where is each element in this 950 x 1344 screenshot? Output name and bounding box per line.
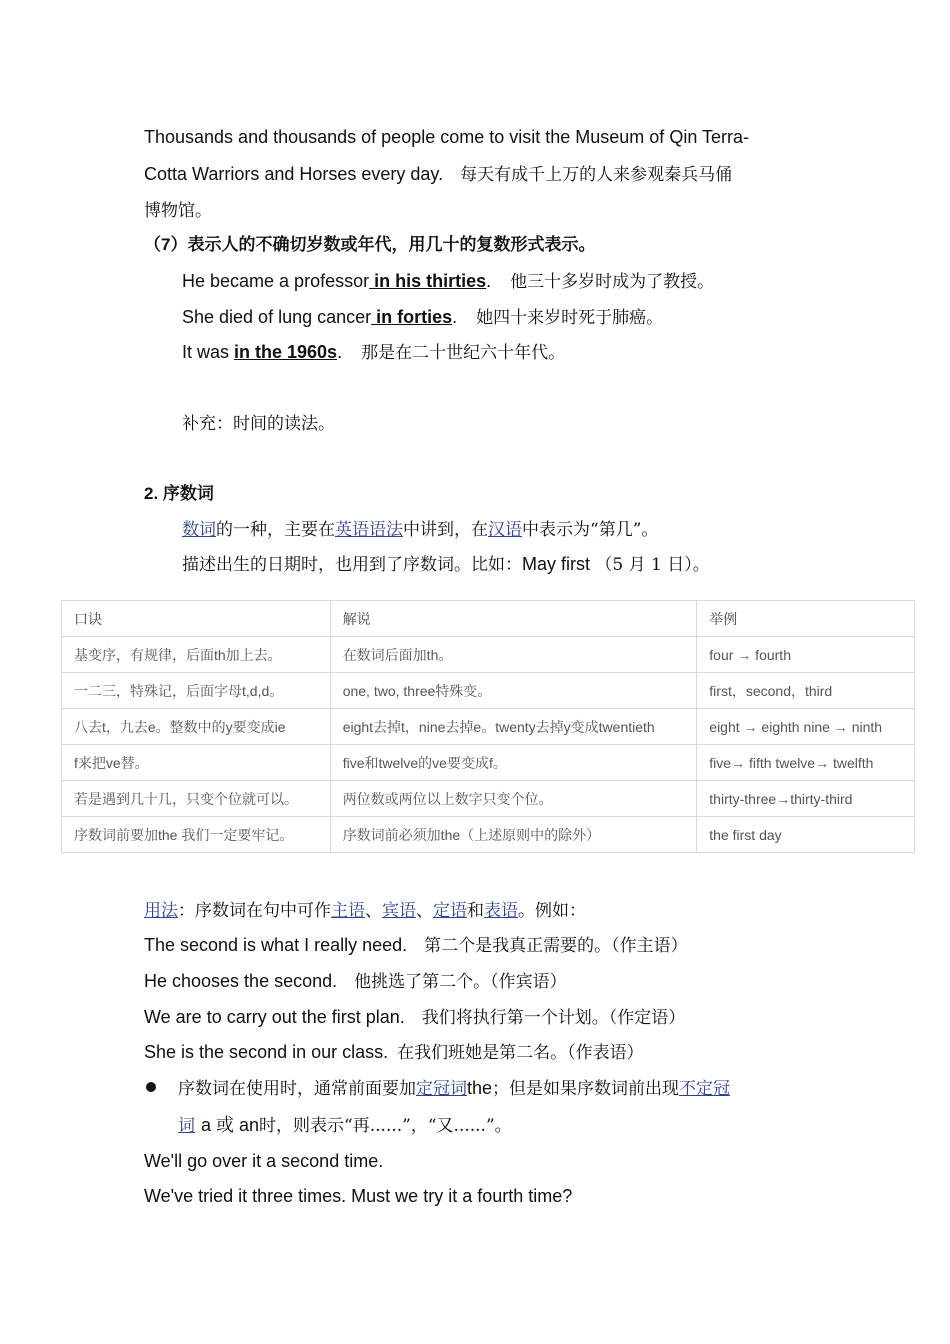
rule7-ex1-post: . [486, 271, 492, 291]
usage-ex3-zh: 我们将执行第一个计划。（作定语） [421, 1008, 686, 1028]
rule7-ex2-underlined: in forties [371, 307, 453, 327]
p1-text-3: 中表示为“第几”。 [522, 520, 659, 540]
table-cell-mnemonic: 序数词前要加the 我们一定要牢记。 [62, 817, 331, 853]
intro-line-3: 博物馆。 [144, 201, 212, 221]
table-cell-explanation: 在数词后面加th。 [330, 637, 697, 673]
table-cell-explanation: five和twelve的ve要变成f。 [330, 745, 697, 781]
bullet-line-2 [178, 1113, 512, 1138]
table-cell-mnemonic: 八去t，九去e。整数中的y要变成ie [62, 709, 331, 745]
bullet-line-1 [178, 1076, 730, 1101]
table-row [62, 745, 915, 781]
rule7-ex3-pre: It was [182, 342, 235, 362]
link-indefinite-article-a[interactable]: 不定冠 [679, 1079, 731, 1099]
table-cell-example: first，second，third [697, 673, 915, 709]
table-row [62, 709, 915, 745]
table-cell-example: four → fourth [697, 637, 915, 673]
bullet-the: the [467, 1078, 493, 1098]
rule7-ex2-post: . [452, 307, 458, 327]
p2-text-zh: 描述出生的日期时，也用到了序数词。比如： [182, 555, 522, 575]
section2-number: 2. [144, 484, 159, 503]
rule7-example-1 [182, 269, 714, 294]
rule7-ex2-zh: 她四十来岁时死于肺癌。 [476, 308, 664, 328]
bullet-dot-icon [146, 1082, 156, 1092]
rule7-example-2 [182, 305, 663, 330]
link-definite-article[interactable]: 定冠词 [416, 1079, 467, 1099]
intro-line-2 [144, 162, 732, 187]
usage-intro [144, 899, 586, 923]
table-row [62, 673, 915, 709]
link-chinese[interactable]: 汉语 [488, 520, 522, 540]
bullet-a-an: a 或 an [201, 1115, 260, 1135]
rule7-ex2-pre: She died of lung cancer [182, 307, 372, 327]
usage-example-2 [144, 969, 567, 994]
p2-text-en: May first [522, 554, 591, 574]
rule7-ex1-zh: 他三十多岁时成为了教授。 [510, 272, 715, 292]
intro-line-2-en: Cotta Warriors and Horses every day. [144, 164, 444, 184]
usage-ex2-zh: 他挑选了第二个。（作宾语） [354, 972, 567, 992]
rule7-ex1-pre: He became a professor [182, 271, 370, 291]
table-cell-explanation: 序数词前必须加the（上述原则中的除外） [330, 817, 697, 853]
intro-line-2-zh: 每天有成千上万的人来参观秦兵马俑 [460, 165, 733, 185]
usage-example-6: We've tried it three times. Must we try it a fourth time? [144, 1186, 573, 1206]
usage-example-1 [144, 933, 688, 958]
section2-title: 序数词 [162, 484, 214, 503]
usage-ex4-zh: 在我们班她是第二名。（作表语） [397, 1043, 644, 1063]
section2-paragraph-1 [182, 518, 658, 542]
usage-text-1: ：序数词在句中可作 [178, 901, 331, 921]
ordinal-rules-table [61, 600, 915, 853]
table-cell-example: eight → eighth nine → ninth [697, 709, 915, 745]
usage-ex1-en: The second is what I really need. [144, 935, 408, 955]
table-cell-mnemonic: f来把ve替。 [62, 745, 331, 781]
rule7-example-3 [182, 340, 565, 365]
rule7-heading: （7）表示人的不确切岁数或年代，用几十的复数形式表示。 [144, 235, 596, 254]
table-cell-example: the first day [697, 817, 915, 853]
table-cell-explanation: eight去掉t，nine去掉e。twenty去掉y变成twentieth [330, 709, 697, 745]
usage-ex3-en: We are to carry out the first plan. [144, 1007, 405, 1027]
link-english-grammar[interactable]: 英语语法 [335, 520, 403, 540]
p2-text-tail: （5 月 1 日）。 [595, 555, 710, 575]
section2-paragraph-2 [182, 552, 710, 577]
link-numeral[interactable]: 数词 [182, 520, 216, 540]
link-object[interactable]: 宾语 [382, 901, 416, 921]
rule7-ex3-post: . [337, 342, 343, 362]
table-cell-example: thirty-three→thirty-third [697, 781, 915, 817]
table-row [62, 637, 915, 673]
usage-ex1-zh: 第二个是我真正需要的。（作主语） [424, 936, 688, 956]
table-cell-mnemonic: 一二三，特殊记，后面字母t,d,d。 [62, 673, 331, 709]
section2-heading [144, 482, 214, 506]
link-indefinite-article-b[interactable]: 词 [178, 1116, 195, 1136]
usage-example-3 [144, 1005, 685, 1030]
usage-ex4-en: She is the second in our class. [144, 1042, 389, 1062]
p1-text-1: 的一种，主要在 [216, 520, 335, 540]
p1-text-2: 中讲到，在 [403, 520, 488, 540]
usage-ex2-en: He chooses the second. [144, 971, 338, 991]
table-header-cell: 口诀 [62, 601, 331, 637]
table-cell-explanation: 两位数或两位以上数字只变个位。 [330, 781, 697, 817]
link-subject[interactable]: 主语 [331, 901, 365, 921]
table-row [62, 817, 915, 853]
table-header-cell: 解说 [330, 601, 697, 637]
bullet-text-1: 序数词在使用时，通常前面要加 [178, 1079, 416, 1099]
link-usage[interactable]: 用法 [144, 901, 178, 921]
table-header-row [62, 601, 915, 637]
link-predicative[interactable]: 表语 [484, 901, 518, 921]
usage-sep-1: 、 [365, 901, 382, 921]
table-header-cell: 举例 [697, 601, 915, 637]
bullet-text-3: 时，则表示“再......”，“又......”。 [259, 1116, 512, 1136]
usage-text-2: 和 [467, 901, 484, 921]
table-cell-mnemonic: 若是遇到几十几，只变个位就可以。 [62, 781, 331, 817]
usage-sep-2: 、 [416, 901, 433, 921]
table-cell-mnemonic: 基变序，有规律，后面th加上去。 [62, 637, 331, 673]
rule7-ex1-underlined: in his thirties [369, 271, 487, 291]
bullet-text-2: ；但是如果序数词前出现 [492, 1079, 680, 1099]
usage-example-4 [144, 1040, 644, 1065]
rule7-ex3-underlined: in the 1960s [234, 342, 338, 362]
rule7-supplement: 补充：时间的读法。 [182, 414, 335, 434]
link-attributive[interactable]: 定语 [433, 901, 467, 921]
usage-text-3: 。例如： [518, 901, 586, 921]
table-cell-example: five→ fifth twelve→ twelfth [697, 745, 915, 781]
rule7-ex3-zh: 那是在二十世纪六十年代。 [361, 343, 566, 363]
table-row [62, 781, 915, 817]
intro-line-1: Thousands and thousands of people come to visit the Museum of Qin Terra- [144, 127, 750, 147]
usage-example-5: We'll go over it a second time. [144, 1151, 384, 1171]
table-cell-explanation: one, two, three特殊变。 [330, 673, 697, 709]
